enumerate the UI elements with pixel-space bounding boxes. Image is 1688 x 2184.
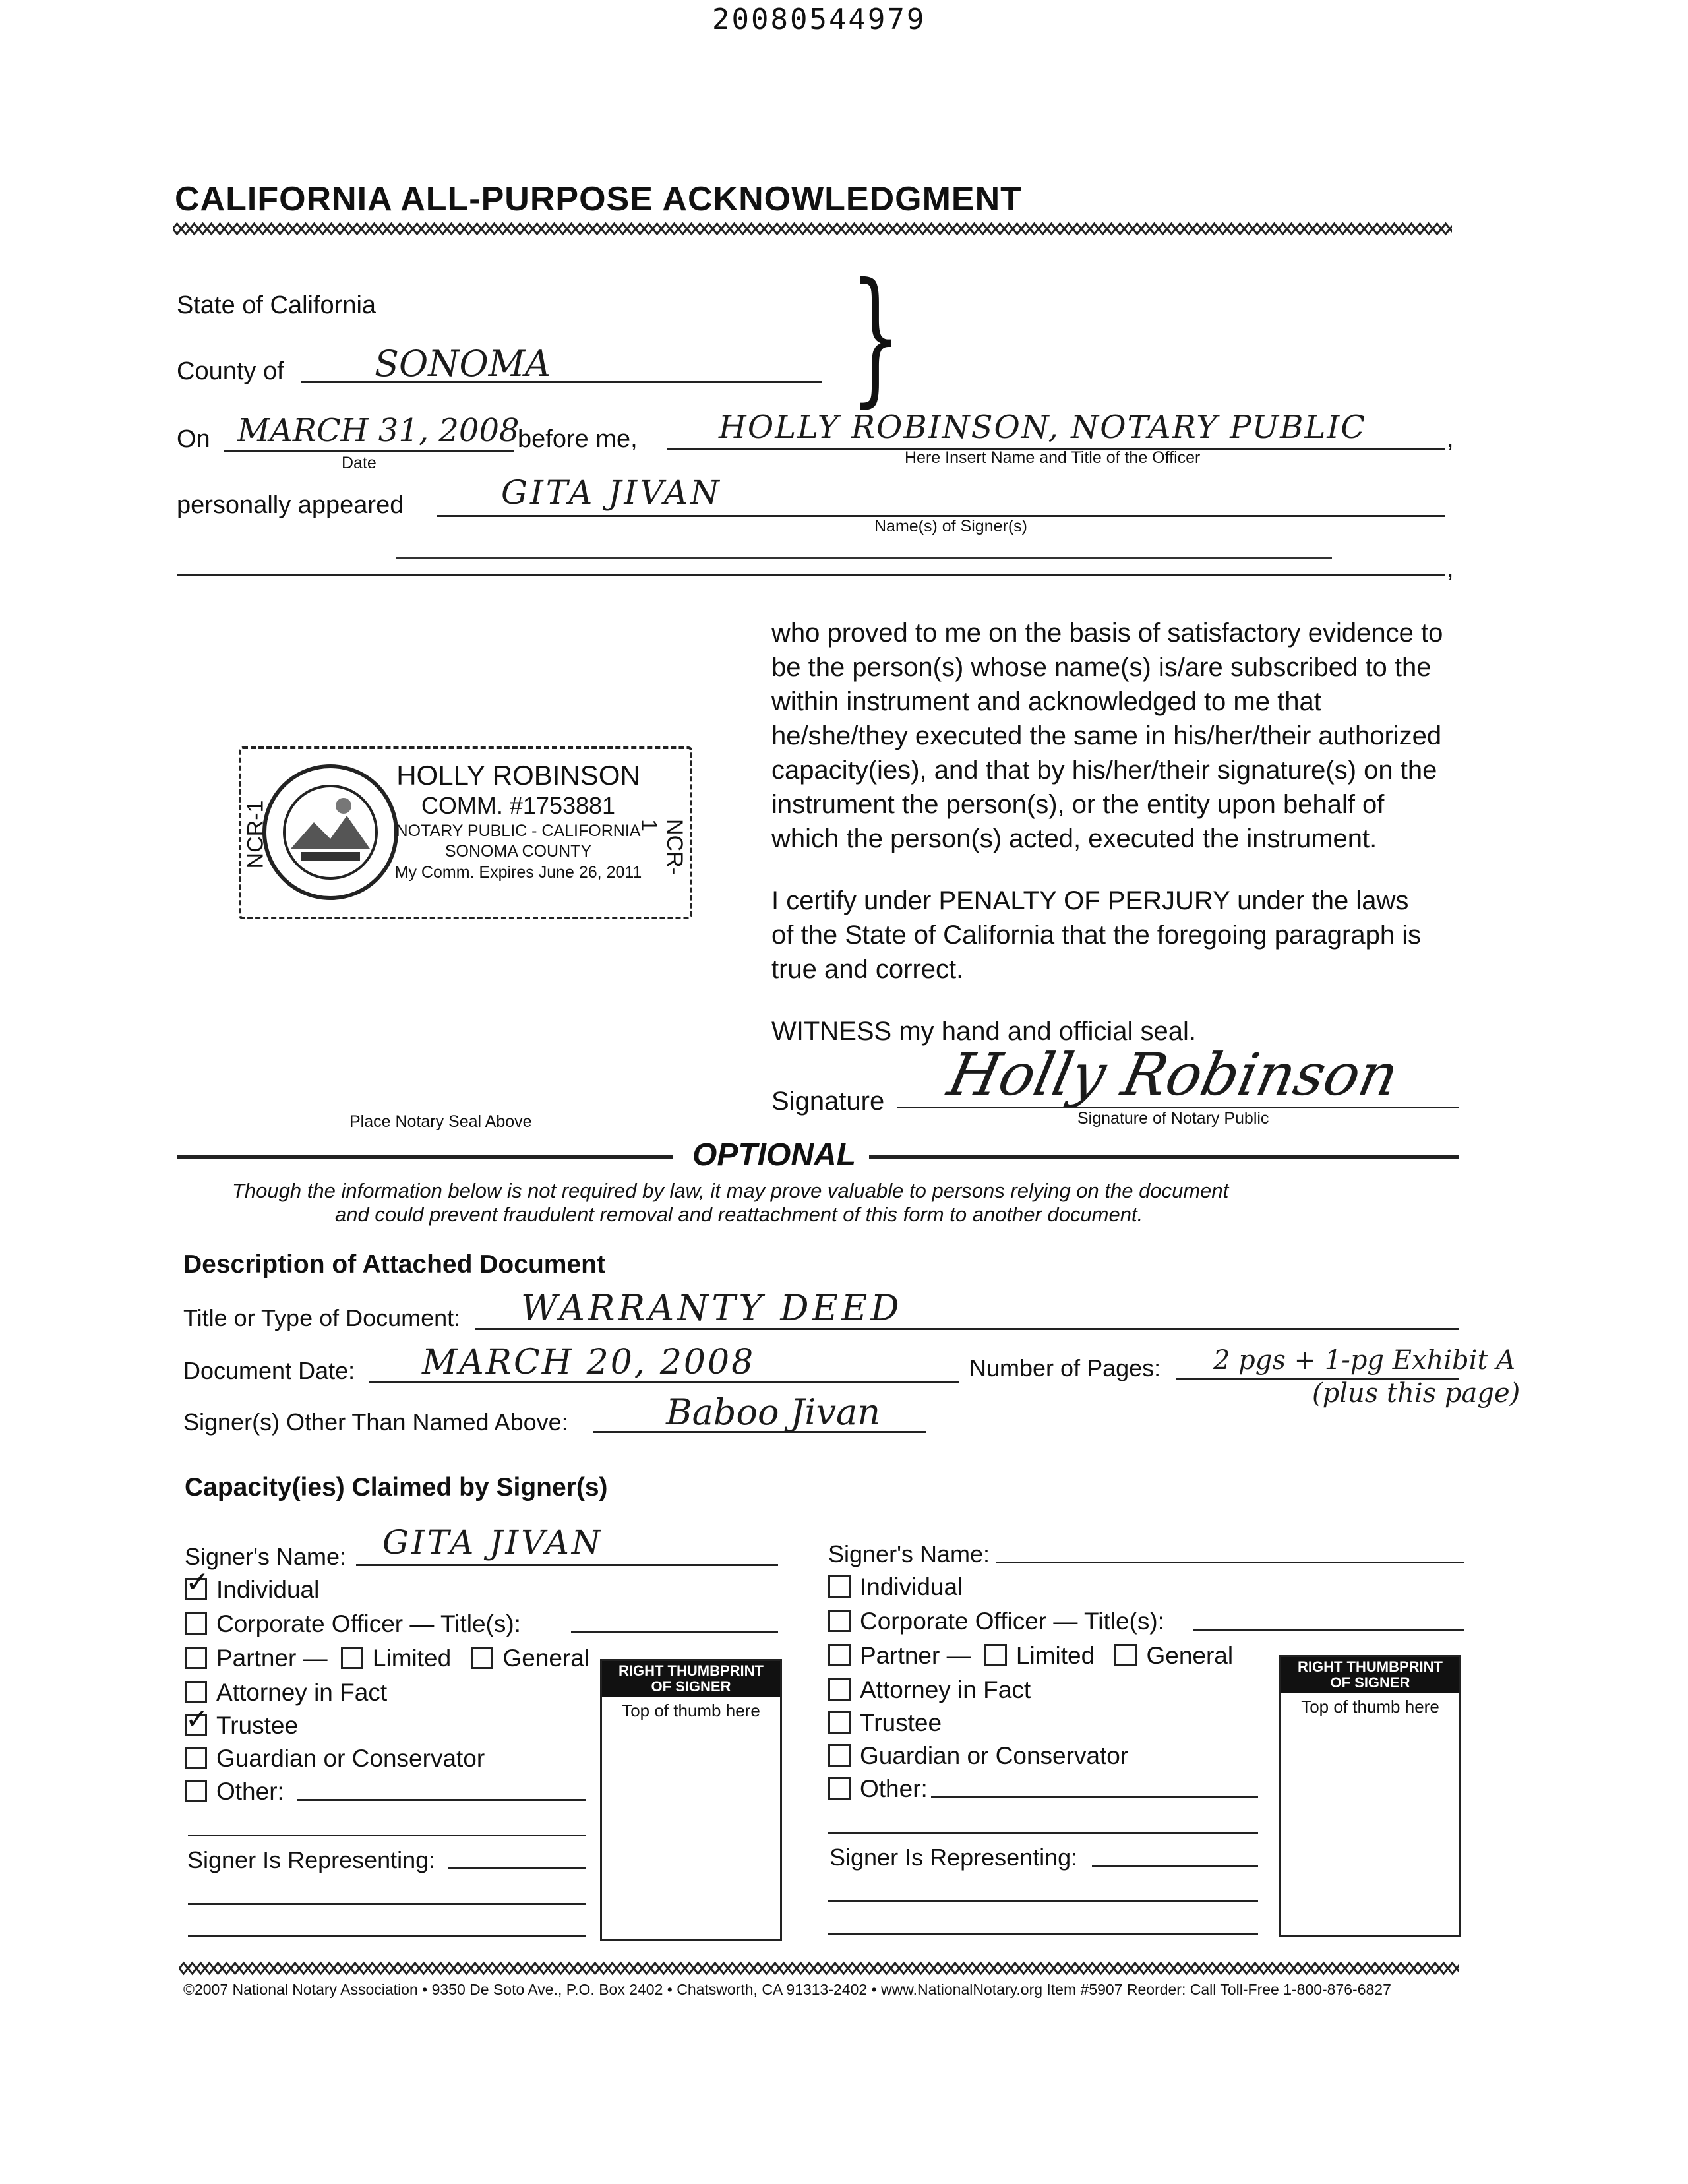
statement-line: capacity(ies), and that by his/her/their signature(s) on the [771, 756, 1437, 785]
right-opt-corporate[interactable] [828, 1608, 1164, 1635]
pages-value: 2 pgs + 1-pg Exhibit A [1213, 1345, 1516, 1376]
right-opt-trustee[interactable] [828, 1709, 942, 1737]
county-label: County of [177, 357, 284, 385]
right-signer-name-label: Signer's Name: [828, 1540, 990, 1567]
right-representing-line [1092, 1865, 1258, 1867]
option-label: Individual [860, 1573, 963, 1600]
optional-note-1: Though the information below is not required by law, it may prove valuable to persons relying on the document [232, 1179, 1229, 1202]
right-thumbprint-box [1279, 1655, 1461, 1937]
option-label: Individual [216, 1576, 320, 1603]
left-signer-name-value: GITA JIVAN [382, 1523, 603, 1562]
thumb-header-line: RIGHT THUMBPRINT [618, 1662, 764, 1679]
doc-title-value: WARRANTY DEED [521, 1287, 903, 1329]
option-label: Limited [1015, 1642, 1095, 1669]
venue-brace: } [850, 252, 901, 421]
option-label: Other: [216, 1778, 284, 1805]
other-signers-value: Baboo Jivan [666, 1391, 881, 1433]
right-limited-checkbox[interactable] [984, 1644, 1007, 1666]
signature-caption: Signature of Notary Public [1077, 1109, 1269, 1128]
left-individual-checkbox[interactable] [185, 1565, 210, 1600]
option-label: Trustee [860, 1709, 942, 1736]
right-corporate-checkbox[interactable] [828, 1610, 851, 1632]
left-representing-label: Signer Is Representing: [187, 1846, 436, 1873]
left-opt-other[interactable] [185, 1778, 284, 1805]
left-other-line-2 [188, 1835, 586, 1836]
seal-code-left: NCR-1 [243, 800, 268, 869]
decorative-border-top [173, 220, 1452, 237]
check-mark-icon: ✓ [185, 1565, 210, 1600]
thumb-subtext: Top of thumb here [622, 1701, 760, 1720]
seal-commission: COMM. #1753881 [421, 792, 616, 819]
decorative-border-bottom [179, 1960, 1459, 1977]
optional-rule-left [177, 1155, 673, 1159]
right-corporate-line [1193, 1629, 1464, 1631]
right-opt-partner[interactable] [828, 1642, 1233, 1670]
officer-name: HOLLY ROBINSON, NOTARY PUBLIC [719, 409, 1366, 446]
left-signer-name-label: Signer's Name: [185, 1543, 346, 1570]
right-opt-attorney[interactable] [828, 1676, 1031, 1704]
thumb-subtext: Top of thumb here [1301, 1697, 1439, 1716]
right-opt-guardian[interactable] [828, 1742, 1128, 1770]
signer-line-2 [396, 557, 1332, 559]
option-label: Corporate Officer — Title(s): [860, 1608, 1164, 1635]
statement-line: I certify under PENALTY OF PERJURY under the laws [771, 886, 1409, 915]
left-trustee-checkbox[interactable] [185, 1703, 209, 1736]
doc-title-label: Title or Type of Document: [183, 1304, 461, 1331]
left-general-checkbox[interactable] [471, 1647, 493, 1669]
right-representing-label: Signer Is Representing: [829, 1844, 1078, 1871]
right-general-checkbox[interactable] [1114, 1644, 1137, 1666]
left-partner-checkbox[interactable] [185, 1647, 207, 1669]
right-representing-line-3 [828, 1933, 1258, 1935]
seal-expires: My Comm. Expires June 26, 2011 [394, 863, 642, 882]
option-label: Trustee [216, 1712, 299, 1739]
left-other-line [297, 1799, 586, 1801]
form-title: CALIFORNIA ALL-PURPOSE ACKNOWLEDGMENT [175, 180, 1022, 218]
optional-rule-right [869, 1155, 1459, 1159]
doc-date-label: Document Date: [183, 1357, 355, 1384]
option-label: Partner — [860, 1642, 971, 1669]
seal-line-2: SONOMA COUNTY [444, 842, 592, 861]
signer-line-3 [177, 574, 1445, 576]
right-guardian-checkbox[interactable] [828, 1744, 851, 1767]
statement-line: who proved to me on the basis of satisfactory evidence to [771, 619, 1443, 648]
statement-line: within instrument and acknowledged to me that [771, 687, 1321, 716]
state-seal-icon [261, 760, 400, 905]
pages-label: Number of Pages: [969, 1354, 1161, 1381]
left-signer-name-line [356, 1564, 778, 1566]
left-guardian-checkbox[interactable] [185, 1747, 207, 1769]
option-label: Attorney in Fact [216, 1679, 388, 1706]
left-corporate-line [571, 1631, 778, 1633]
notarization-date: MARCH 31, 2008 [237, 412, 520, 449]
seal-caption: Place Notary Seal Above [349, 1112, 532, 1131]
date-caption: Date [342, 454, 377, 472]
thumb-header-line: RIGHT THUMBPRINT [1298, 1658, 1443, 1675]
right-opt-other[interactable] [828, 1775, 928, 1803]
other-signers-label: Signer(s) Other Than Named Above: [183, 1409, 568, 1436]
option-label: Other: [860, 1775, 928, 1802]
option-label: Attorney in Fact [860, 1676, 1031, 1703]
optional-heading: OPTIONAL [692, 1138, 856, 1172]
left-attorney-checkbox[interactable] [185, 1681, 207, 1703]
option-label: Guardian or Conservator [860, 1742, 1129, 1769]
right-other-line-2 [828, 1832, 1258, 1834]
capacities-heading: Capacity(ies) Claimed by Signer(s) [185, 1473, 608, 1502]
right-partner-checkbox[interactable] [828, 1644, 851, 1666]
left-opt-attorney[interactable] [185, 1679, 387, 1707]
signer-comma: , [1447, 555, 1454, 583]
left-opt-trustee[interactable] [185, 1703, 299, 1740]
state-label: State of California [177, 291, 377, 319]
option-label: Corporate Officer — Title(s): [216, 1610, 521, 1637]
on-label: On [177, 425, 210, 453]
option-label: General [1146, 1642, 1234, 1669]
right-signer-name-line [996, 1562, 1464, 1563]
statement-line: true and correct. [771, 955, 964, 984]
option-label: Guardian or Conservator [216, 1745, 485, 1772]
thumb-header [602, 1661, 780, 1697]
left-corporate-checkbox[interactable] [185, 1612, 207, 1635]
appeared-signer: GITA JIVAN [501, 473, 722, 512]
thumb-header [1281, 1657, 1459, 1693]
statement-line: he/she/they executed the same in his/her/their authorized [771, 721, 1442, 750]
statement-line: instrument the person(s), or the entity upon behalf of [771, 790, 1385, 819]
left-representing-line-3 [188, 1935, 586, 1937]
officer-comma: , [1447, 425, 1454, 453]
seal-name: HOLLY ROBINSON [396, 760, 640, 791]
document-number: 20080544979 [712, 3, 926, 36]
left-representing-line-2 [188, 1903, 586, 1905]
appeared-label: personally appeared [177, 491, 404, 519]
notary-seal [239, 746, 692, 919]
left-thumbprint-box [600, 1659, 782, 1941]
signature-label: Signature [771, 1087, 885, 1116]
right-attorney-checkbox[interactable] [828, 1678, 851, 1701]
check-mark-icon: ✓ [185, 1703, 209, 1736]
left-opt-guardian[interactable] [185, 1745, 485, 1773]
seal-line-1: NOTARY PUBLIC - CALIFORNIA [396, 822, 641, 840]
thumb-header-line: OF SIGNER [1330, 1674, 1410, 1691]
right-opt-individual[interactable] [828, 1573, 963, 1601]
statement-paragraph-1 [771, 616, 1457, 856]
footer-text: ©2007 National Notary Association • 9350 De Soto Ave., P.O. Box 2402 • Chatsworth, CA 91313-2402 • www.NationalNotary.org Item #5907 Reorder: Call Toll-Free 1-800-876-6827 [183, 1981, 1391, 1998]
left-opt-partner[interactable] [185, 1645, 589, 1672]
option-label: General [502, 1645, 590, 1672]
date-line [224, 450, 514, 452]
statement-paragraph-2 [771, 884, 1457, 986]
right-trustee-checkbox[interactable] [828, 1711, 851, 1734]
notary-signature: Holly Robinson [942, 1041, 1404, 1108]
left-representing-line [448, 1867, 586, 1869]
pages-value-2: (plus this page) [1312, 1378, 1521, 1409]
right-other-checkbox[interactable] [828, 1777, 851, 1800]
left-opt-individual[interactable] [185, 1565, 320, 1604]
witness-line: WITNESS my hand and official seal. [771, 1017, 1196, 1046]
statement-line: which the person(s) acted, executed the instrument. [771, 824, 1377, 853]
signer-caption: Name(s) of Signer(s) [874, 517, 1027, 535]
left-other-checkbox[interactable] [185, 1780, 207, 1802]
seal-code-right: NCR-1 [636, 819, 687, 875]
statement-line: be the person(s) whose name(s) is/are subscribed to the [771, 653, 1432, 682]
left-limited-checkbox[interactable] [341, 1647, 363, 1669]
right-representing-line-2 [828, 1900, 1258, 1902]
right-individual-checkbox[interactable] [828, 1575, 851, 1598]
right-other-line [931, 1796, 1258, 1798]
officer-caption: Here Insert Name and Title of the Officer [905, 448, 1201, 467]
thumb-header-line: OF SIGNER [651, 1678, 731, 1695]
optional-note-2: and could prevent fraudulent removal and reattachment of this form to another document. [335, 1203, 1143, 1226]
option-label: Limited [372, 1645, 452, 1672]
doc-date-value: MARCH 20, 2008 [422, 1343, 756, 1382]
attached-heading: Description of Attached Document [183, 1250, 605, 1279]
county-value: SONOMA [375, 343, 551, 384]
left-opt-corporate[interactable] [185, 1610, 521, 1638]
statement-line: of the State of California that the foregoing paragraph is [771, 921, 1422, 950]
option-label: Partner — [216, 1645, 328, 1672]
before-me-label: before me, [518, 425, 638, 453]
